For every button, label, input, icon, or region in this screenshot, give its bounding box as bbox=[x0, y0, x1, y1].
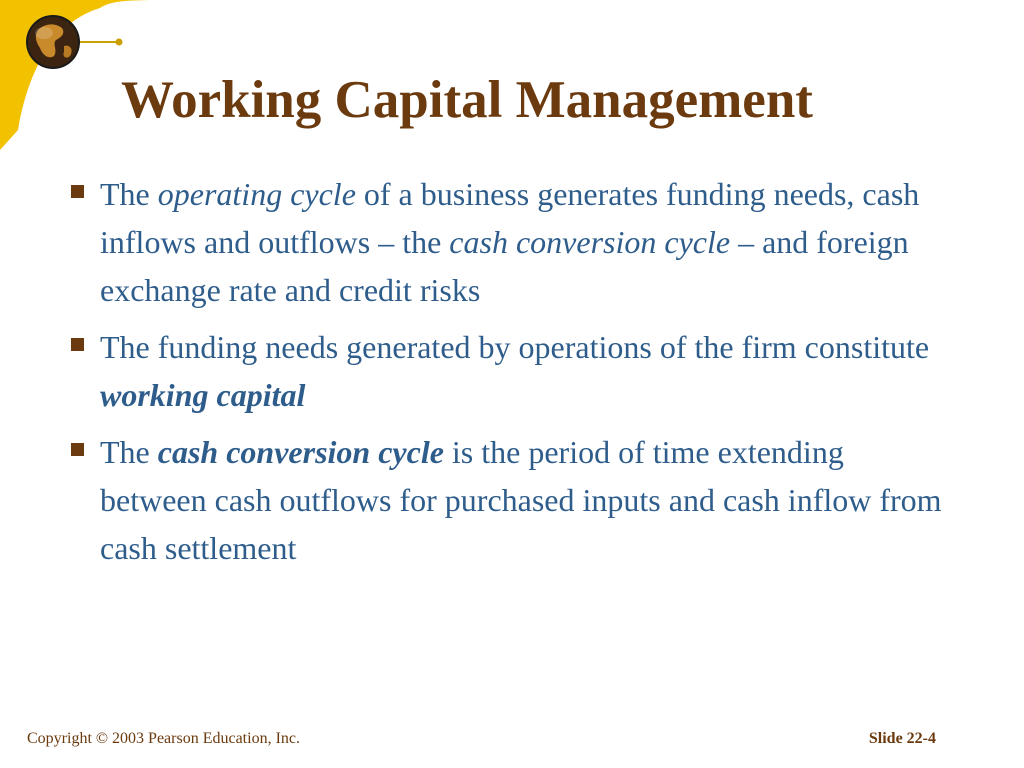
bullet-list bbox=[64, 170, 944, 581]
bullet-text: The bbox=[100, 434, 158, 470]
bullet-marker bbox=[71, 185, 84, 198]
bullet-text: of a business generates funding needs, cash inflows and outflows – the bbox=[100, 176, 920, 260]
term-working-capital: working capital bbox=[100, 377, 306, 413]
bullet-item bbox=[64, 323, 944, 419]
slide-title: Working Capital Management bbox=[121, 71, 813, 129]
globe-icon bbox=[26, 15, 80, 69]
bullet-text: is the period of time extending between cash outflows for purchased inputs and cash inflow from cash settlement bbox=[100, 434, 942, 566]
bullet-text: The funding needs generated by operations of the firm constitute bbox=[100, 329, 930, 365]
term-cash-conversion-cycle: cash conversion cycle bbox=[449, 224, 731, 260]
bullet-item bbox=[64, 170, 944, 314]
term-cash-conversion-cycle: cash conversion cycle bbox=[157, 434, 444, 470]
bullet-text: The bbox=[100, 176, 158, 212]
term-operating-cycle: operating cycle bbox=[157, 176, 356, 212]
bullet-item bbox=[64, 428, 944, 572]
bullet-marker bbox=[71, 338, 84, 351]
slide-number: Slide 22-4 bbox=[868, 730, 936, 747]
bullet-marker bbox=[71, 443, 84, 456]
bullet-text: – and foreign exchange rate and credit risks bbox=[100, 224, 909, 308]
copyright-footer: Copyright © 2003 Pearson Education, Inc. bbox=[27, 730, 300, 747]
